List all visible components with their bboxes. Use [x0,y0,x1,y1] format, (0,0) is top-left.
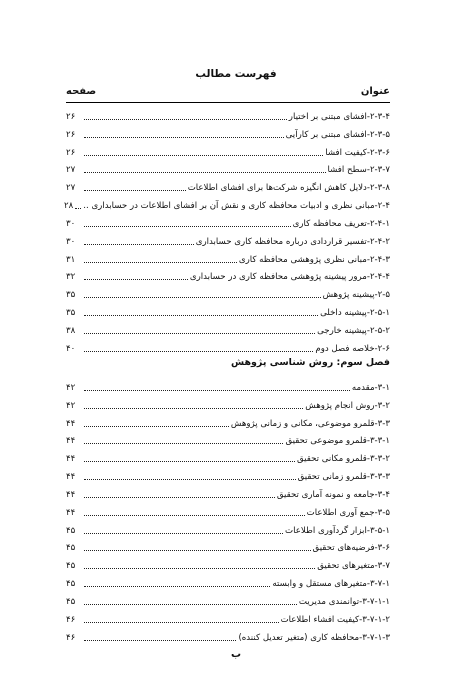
toc-entry-title: ۲-۵-پیشینه پژوهش [322,290,390,301]
dot-leader [84,333,315,334]
dot-leader [84,190,186,191]
toc-entry[interactable] [66,376,390,394]
dot-leader [84,244,194,245]
toc-entry-page: ۴۴ [66,436,76,447]
toc-entry-page: ۳۵ [66,308,76,319]
toc-entry[interactable] [66,266,390,284]
toc-entry-page: ۳۵ [66,290,76,301]
toc-entry[interactable] [66,105,390,123]
dot-leader [84,533,283,534]
toc-entry-page: ۴۴ [66,489,76,500]
toc-entry-page: ۳۰ [66,218,76,229]
toc-entry-page: ۳۸ [66,325,76,336]
toc-entry-page: ۴۴ [66,454,76,465]
toc-entry-page: ۳۰ [66,236,76,247]
toc-entry-page: ۲۸ [64,201,74,212]
toc-entry-title: ۳-۷-۱-متغیرهای مستقل و وابسته [272,579,390,590]
toc-entry[interactable] [66,283,390,301]
toc-entry[interactable] [66,159,390,177]
toc-entry-title: ۲-۴-۴-مرور پیشینه پژوهشی محافظه کاری در حسابداری [189,272,390,283]
toc-entry-title: ۲-۶-خلاصه فصل دوم [315,343,390,354]
dot-leader [84,408,303,409]
toc-entry-page: ۴۲ [66,382,76,393]
toc-list-chapter-three [66,376,390,644]
toc-entry[interactable] [66,519,390,537]
toc-entry-page: ۳۲ [66,272,76,283]
dot-leader [84,119,287,120]
toc-entry-title: ۲-۳-۸-دلایل کاهش انگیزه شرکت‌ها برای افشای اطلاعات [187,183,390,194]
dot-leader [84,351,313,352]
toc-entry[interactable] [66,176,390,194]
dot-leader [84,172,326,173]
dot-leader [84,586,270,587]
toc-entry-title: ۲-۴-۳-مبانی نظری پژوهشی محافظه کاری [238,254,390,265]
toc-entry[interactable] [66,447,390,465]
toc-entry-title: ۳-۱-مقدمه [351,382,390,393]
toc-entry-page: ۴۲ [66,400,76,411]
toc-entry[interactable] [66,212,390,230]
toc-entry[interactable] [66,554,390,572]
toc-entry-title: ۳-۵-جمع آوری اطلاعات [306,507,390,518]
toc-entry-title: ۲-۵-۱-پیشینه داخلی [320,308,390,319]
toc-entry[interactable] [66,412,390,430]
toc-entry-title: ۳-۷-۱-۱-توانمندی مدیریت [298,596,390,607]
toc-entry-title: ۳-۷-متغیرهای تحقیق [317,561,390,572]
page-column-label: صفحه [66,86,97,97]
toc-entry[interactable] [66,483,390,501]
toc-entry-page: ۴۶ [66,614,76,625]
toc-entry-title: ۲-۴-۱-تعریف محافظه کاری [292,218,390,229]
toc-entry-page: ۲۶ [66,147,76,158]
toc-entry[interactable] [66,572,390,590]
dot-leader [84,443,283,444]
toc-entry[interactable] [66,537,390,555]
toc-entry-title: ۳-۴-جامعه و نمونه آماری تحقیق [276,489,390,500]
toc-entry[interactable] [66,141,390,159]
dot-leader [84,390,350,391]
toc-entry[interactable] [66,248,390,266]
toc-entry-page: ۴۵ [66,561,76,572]
toc-entry-title: ۳-۲-روش انجام پژوهش [305,400,390,411]
toc-entry-page: ۴۵ [66,525,76,536]
toc-entry-title: ۳-۳-۲-قلمرو مکانی تحقیق [296,454,390,465]
toc-entry-page: ۲۷ [66,183,76,194]
toc-entry[interactable] [66,123,390,141]
toc-entry-page: ۴۴ [66,418,76,429]
toc-entry-page: ۴۰ [66,343,76,354]
toc-entry[interactable] [66,465,390,483]
toc-entry-page: ۲۶ [66,111,76,122]
toc-header [66,86,390,102]
toc-entry-page: ۲۷ [66,165,76,176]
toc-entry[interactable] [66,590,390,608]
dot-leader [84,568,315,569]
toc-entry-title: ۲-۳-۶-کیفیت افشا [325,147,390,158]
toc-title: فهرست مطالب [195,68,277,80]
toc-entry[interactable] [66,230,390,248]
toc-entry[interactable] [66,394,390,412]
toc-entry-title: ۳-۳-۱-قلمرو موضوعی تحقیق [285,436,390,447]
toc-entry[interactable] [66,319,390,337]
toc-entry-title: ۳-۳-قلمرو موضوعی، مکانی و زمانی پژوهش [230,418,390,429]
toc-entry-title: ۲-۴-۲-تفسیر قراردادی درباره محافظه کاری حسابداری [195,236,390,247]
dot-leader [84,315,318,316]
toc-entry-page: ۴۵ [66,596,76,607]
toc-entry[interactable] [66,301,390,319]
dot-leader [84,497,275,498]
page-number: ب [230,649,242,660]
toc-entry-title: ۲-۵-۲-پیشینه خارجی [317,325,390,336]
dot-leader [84,226,291,227]
dot-leader [84,262,237,263]
toc-entry[interactable] [66,430,390,448]
header-rule [66,102,390,103]
dot-leader [84,479,296,480]
toc-entry-title: ۳-۶-فرضیه‌های تحقیق [312,543,390,554]
dot-leader [84,297,321,298]
toc-entry[interactable] [66,501,390,519]
toc-entry[interactable] [66,626,390,644]
toc-entry-page: ۴۵ [66,579,76,590]
toc-entry-title: ۲-۳-۴-افشای مبتنی بر اختیار [288,111,390,122]
toc-entry-title: ۲-۳-۷-سطح افشا [327,165,390,176]
dot-leader [84,137,284,138]
toc-entry-page: ۴۵ [66,543,76,554]
toc-entry[interactable] [66,194,390,212]
toc-entry-page: ۴۴ [66,507,76,518]
toc-entry-page: ۲۶ [66,129,76,140]
toc-entry-title: ۲-۴-مبانی نظری و ادبیات محافظه کاری و نقش آن بر افشای اطلاعات در حسابداری .. [83,201,390,212]
dot-leader [84,515,305,516]
dot-leader [75,208,81,209]
dot-leader [84,640,236,641]
dot-leader [84,426,229,427]
dot-leader [84,279,188,280]
dot-leader [84,155,323,156]
toc-entry[interactable] [66,608,390,626]
toc-entry-title: ۳-۷-۱-۲-کیفیت افشاء اطلاعات [280,614,390,625]
dot-leader [84,604,297,605]
toc-entry-page: ۴۴ [66,472,76,483]
toc-entry-page: ۴۶ [66,632,76,643]
title-column-label: عنوان [360,86,390,97]
toc-entry-title: ۳-۳-۳-قلمرو زمانی تحقیق [297,472,390,483]
chapter-heading: فصل سوم: روش شناسی پژوهش [231,357,390,368]
toc-entry-title: ۲-۳-۵-افشای مبتنی بر کارآیی [285,129,390,140]
dot-leader [84,622,279,623]
toc-entry-page: ۳۱ [66,254,76,265]
toc-list-chapter-two [66,105,390,355]
dot-leader [84,461,295,462]
dot-leader [84,550,311,551]
toc-entry-title: ۳-۵-۱-ابزار گردآوری اطلاعات [285,525,390,536]
toc-entry-title: ۳-۷-۱-۳-محافظه کاری (متغیر تعدیل کننده) [238,632,390,643]
toc-entry[interactable] [66,337,390,355]
